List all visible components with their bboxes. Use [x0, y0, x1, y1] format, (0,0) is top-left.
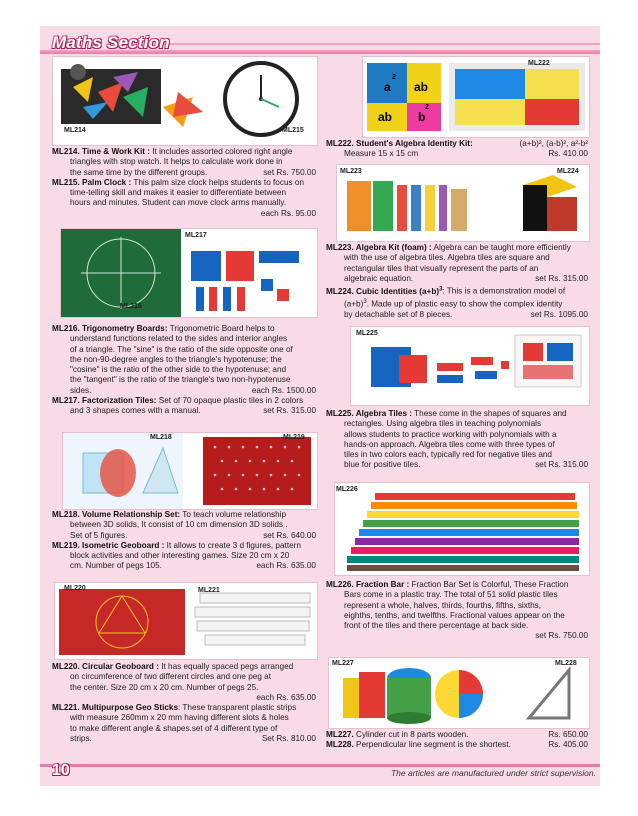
tile-letter-ab-2: ab [378, 110, 393, 124]
page-number: 10 [52, 762, 70, 779]
product-ml214-line1: It includes assorted colored right angle [152, 147, 293, 156]
tile-letter-ab-1: ab [414, 80, 429, 94]
algebra-tiles-illustration [351, 327, 589, 405]
product-ml220-line2: on circumference of two different circles and one peg at [70, 672, 272, 682]
product-ml227 [326, 730, 588, 740]
product-ml217-line1: Set of 70 opaque plastic tiles in 2 colors [158, 396, 304, 406]
code-ml223: ML223 [340, 168, 362, 175]
product-ml226-label: ML226. Fraction Bar : [326, 580, 410, 589]
product-ml224-price: set Rs. 1095.00 [530, 310, 588, 320]
product-ml214 [52, 147, 316, 219]
footer-note: The articles are manufactured under strict supervision. [390, 768, 596, 778]
product-ml215-line2: time-telling skill and makes it easier to differentiate between [70, 188, 287, 198]
code-ml220: ML220 [64, 585, 86, 592]
product-ml226-line1: Fraction Bar Set is Colorful, These Fraction [411, 580, 569, 589]
product-ml227-line1: Cylinder cut in 8 parts wooden. [356, 730, 469, 739]
image-ml225 [350, 326, 590, 406]
product-ml214-price: set Rs. 750.00 [263, 167, 316, 177]
product-ml226-line2: Bars come in a plastic tray. The total of 51 solid plastic tiles [344, 590, 558, 600]
image-ml218-ml219 [62, 432, 318, 510]
image-ml220-ml221 [54, 582, 318, 660]
product-ml221-price: Set Rs. 810.00 [261, 734, 316, 744]
product-ml218-line2: between 3D solids, It consist of 10 cm dimension 3D solids . [70, 520, 288, 530]
product-ml214-line2: triangles with stop watch. It helps to calculate work done in [70, 157, 283, 167]
product-ml216-price: each Rs. 1500.00 [251, 385, 316, 395]
product-ml223-line3: rectangular tiles that visually represent the parts of an [344, 263, 539, 273]
product-ml220-line3: the center. Size 20 cm x 20 cm. Number of pegs 25. [70, 682, 259, 692]
product-ml216-line4: the non-90-degree angles to the triangle's hypotenuse; the [70, 354, 282, 364]
product-ml221-line1: : These transparent plastic strips [178, 703, 297, 713]
product-ml219-line2: block activities and other interesting games. Size 20 cm x 20 [70, 551, 290, 561]
product-ml220-label: ML220. Circular Geoboard : [52, 662, 159, 671]
image-ml222 [362, 56, 590, 138]
product-ml214-label: ML214. Time & Work Kit : [52, 147, 150, 156]
product-ml215-line3: hours and minutes. Student can move clock arms manually. [70, 198, 287, 208]
code-ml215: ML215 [282, 127, 304, 134]
product-ml218-line1: To teach volume relationship [182, 510, 287, 519]
product-ml221-line4: strips. [70, 734, 92, 744]
image-ml214-ml215 [52, 56, 318, 146]
section-title: Maths Section [52, 33, 170, 52]
product-ml215-price: each Rs. 95.00 [260, 208, 316, 218]
code-ml228: ML228 [555, 660, 577, 667]
tile-letter-a: a [384, 80, 391, 94]
product-ml216-line3: of a triangle. The "sine" is the ratio of the side opposite one of [70, 344, 293, 354]
product-ml224-line2b: . Made up of plastic easy to show the complex identity [366, 299, 563, 309]
product-ml219-label: ML219. Isometric Geoboard : [52, 540, 165, 550]
product-ml224-label-sup: 3 [439, 286, 443, 293]
product-ml217-line2: and 3 shapes comes with a manual. [70, 406, 201, 416]
product-ml228 [326, 740, 588, 750]
time-work-kit-and-clock-illustration [53, 57, 317, 145]
product-ml218 [52, 510, 316, 572]
product-ml224-label [326, 287, 442, 296]
product-ml225-label: ML225. Algebra Tiles : [326, 409, 412, 418]
product-ml216-line2: understand functions related to the sides and interior angles [70, 334, 288, 344]
product-ml223-label: ML223. Algebra Kit (foam) : [326, 243, 432, 252]
product-ml225-line3: allows students to practice working with polynomials with a [344, 429, 557, 439]
image-ml223-ml224 [336, 164, 590, 242]
product-ml218-price: set Rs. 640.00 [263, 530, 316, 540]
product-ml226-line5: front of the tiles and there percentage at back side. [344, 621, 529, 631]
product-ml214-line3: the same time by the different groups. [70, 167, 208, 177]
product-ml218-line3: Set of 5 figures. [70, 530, 128, 540]
product-ml226-price: set Rs. 750.00 [535, 631, 588, 641]
product-ml228-line1: Perpendicular line segment is the shortest. [356, 740, 511, 750]
product-ml223-price: set Rs. 315.00 [535, 273, 588, 283]
product-ml222-price: Rs. 410.00 [548, 149, 588, 159]
cylinder-and-perpendicular-illustration [329, 658, 589, 728]
image-ml226 [334, 482, 590, 576]
product-ml224-line2a: (a+b) [344, 299, 364, 309]
product-ml220 [52, 662, 316, 744]
product-ml223-line1: Algebra can be taught more efficiently [433, 243, 571, 252]
image-ml227-ml228 [328, 657, 590, 729]
title-rule-thin [160, 43, 600, 45]
code-ml225: ML225 [356, 330, 378, 337]
product-ml219-line3: cm. Number of pegs 105. [70, 561, 162, 571]
trigonometry-board-and-tiles-illustration [61, 229, 317, 317]
product-ml223-line2: with the use of algebra tiles. Algebra tiles are square and [344, 253, 550, 263]
product-ml221-label: ML221. Multipurpose Geo Sticks [52, 703, 179, 713]
product-ml219-line1: It allows to create 3 d figures, pattern [166, 540, 301, 550]
product-ml227-price: Rs. 650.00 [548, 730, 588, 739]
product-ml219-price: each Rs. 635.00 [256, 561, 316, 571]
volume-set-and-geoboard-illustration [63, 433, 317, 509]
code-ml226: ML226 [336, 486, 358, 493]
code-ml216: ML216 [120, 303, 142, 310]
product-ml221-line2: with measure 260mm x 20 mm having different slots & holes [70, 713, 289, 723]
product-ml220-price: each Rs. 635.00 [256, 692, 316, 702]
product-ml225-line1: These come in the shapes of squares and [414, 409, 567, 418]
product-ml224-line3: by detachable set of 8 pieces. [344, 310, 453, 320]
product-ml215-label: ML215. Palm Clock : [52, 177, 132, 187]
product-ml222-label: ML222. Student's Algebra Identity Kit: [326, 139, 473, 148]
product-ml226 [326, 580, 588, 642]
tile-sup-2: 2 [392, 74, 396, 81]
product-ml216-line5: "cosine" is the ratio of the other side to the hypotenuse; and [70, 365, 287, 375]
product-ml228-price: Rs. 405.00 [548, 740, 588, 750]
product-ml220-line1: It has equally spaced pegs arranged [161, 662, 294, 671]
product-ml217-label: ML217. Factorization Tiles: [52, 396, 157, 406]
product-ml222-line2: Measure 15 x 15 cm [344, 149, 419, 159]
product-ml222-line1: (a+b)², (a-b)², a²-b² [519, 139, 588, 148]
product-ml227-ml228 [326, 730, 588, 751]
footer-rule [40, 764, 600, 767]
code-ml218: ML218 [150, 434, 172, 441]
tile-sup-2b: 2 [425, 104, 429, 111]
product-ml225-line5: tiles in two colors each, typically red for negative tiles and [344, 450, 552, 460]
tile-letter-b: b [418, 110, 426, 124]
code-ml217: ML217 [185, 232, 207, 239]
product-ml227-label: ML227. [326, 730, 354, 739]
algebra-kit-and-cubic-identity-illustration [337, 165, 589, 241]
product-ml225-line2: rectangles. Using algebra tiles in teaching polynomials [344, 419, 542, 429]
circular-geoboard-and-geo-sticks-illustration [55, 583, 317, 659]
product-ml224-line2sup: 3 [363, 299, 367, 306]
product-ml216 [52, 324, 316, 417]
code-ml221: ML221 [198, 587, 220, 594]
product-ml216-line6: the "tangent" is the ratio of the triangle's two non-hypotenuse [70, 375, 291, 385]
product-ml228-label: ML228. [326, 740, 354, 750]
code-ml227: ML227 [332, 660, 354, 667]
product-ml222 [326, 139, 588, 160]
product-ml223-line4: algebraic equation. [344, 273, 414, 283]
product-ml225-line6: blue for positive tiles. [344, 460, 421, 470]
product-ml224-line1: : This is a demonstration model of [442, 286, 566, 296]
fraction-bar-set-illustration [335, 483, 589, 575]
product-ml223 [326, 243, 588, 321]
product-ml221-line3: to make different angle & shapes.set of 4 different type of [70, 723, 278, 733]
image-ml216-ml217 [60, 228, 318, 318]
product-ml224-label-text: ML224. Cubic Identities (a+b) [326, 286, 440, 296]
product-ml225-line4: hands-on approach. Algebra tiles come with three types of [344, 439, 555, 449]
product-ml217-price: set Rs. 315.00 [263, 406, 316, 416]
product-ml225 [326, 409, 588, 471]
algebra-identity-kit-illustration [363, 57, 589, 137]
product-ml215-line1: This palm size clock helps students to focus on [133, 177, 304, 187]
code-ml224: ML224 [557, 168, 579, 175]
product-ml226-line4: eighths, tenths, and twelfths. Fractional values appear on the [344, 610, 565, 620]
code-ml219: ML219 [283, 434, 305, 441]
product-ml225-price: set Rs. 315.00 [535, 460, 588, 470]
code-ml222: ML222 [528, 60, 550, 67]
product-ml216-label: ML216. Trigonometry Boards: [52, 324, 168, 333]
product-ml216-line7: sides. [70, 385, 92, 395]
product-ml226-line3: represent a whole, halves, thirds, fourths, fifths, sixths, [344, 600, 542, 610]
product-ml218-label: ML218. Volume Relationship Set: [52, 510, 181, 519]
code-ml214: ML214 [64, 127, 86, 134]
product-ml216-line1: Trigonometric Board helps to [169, 324, 275, 333]
